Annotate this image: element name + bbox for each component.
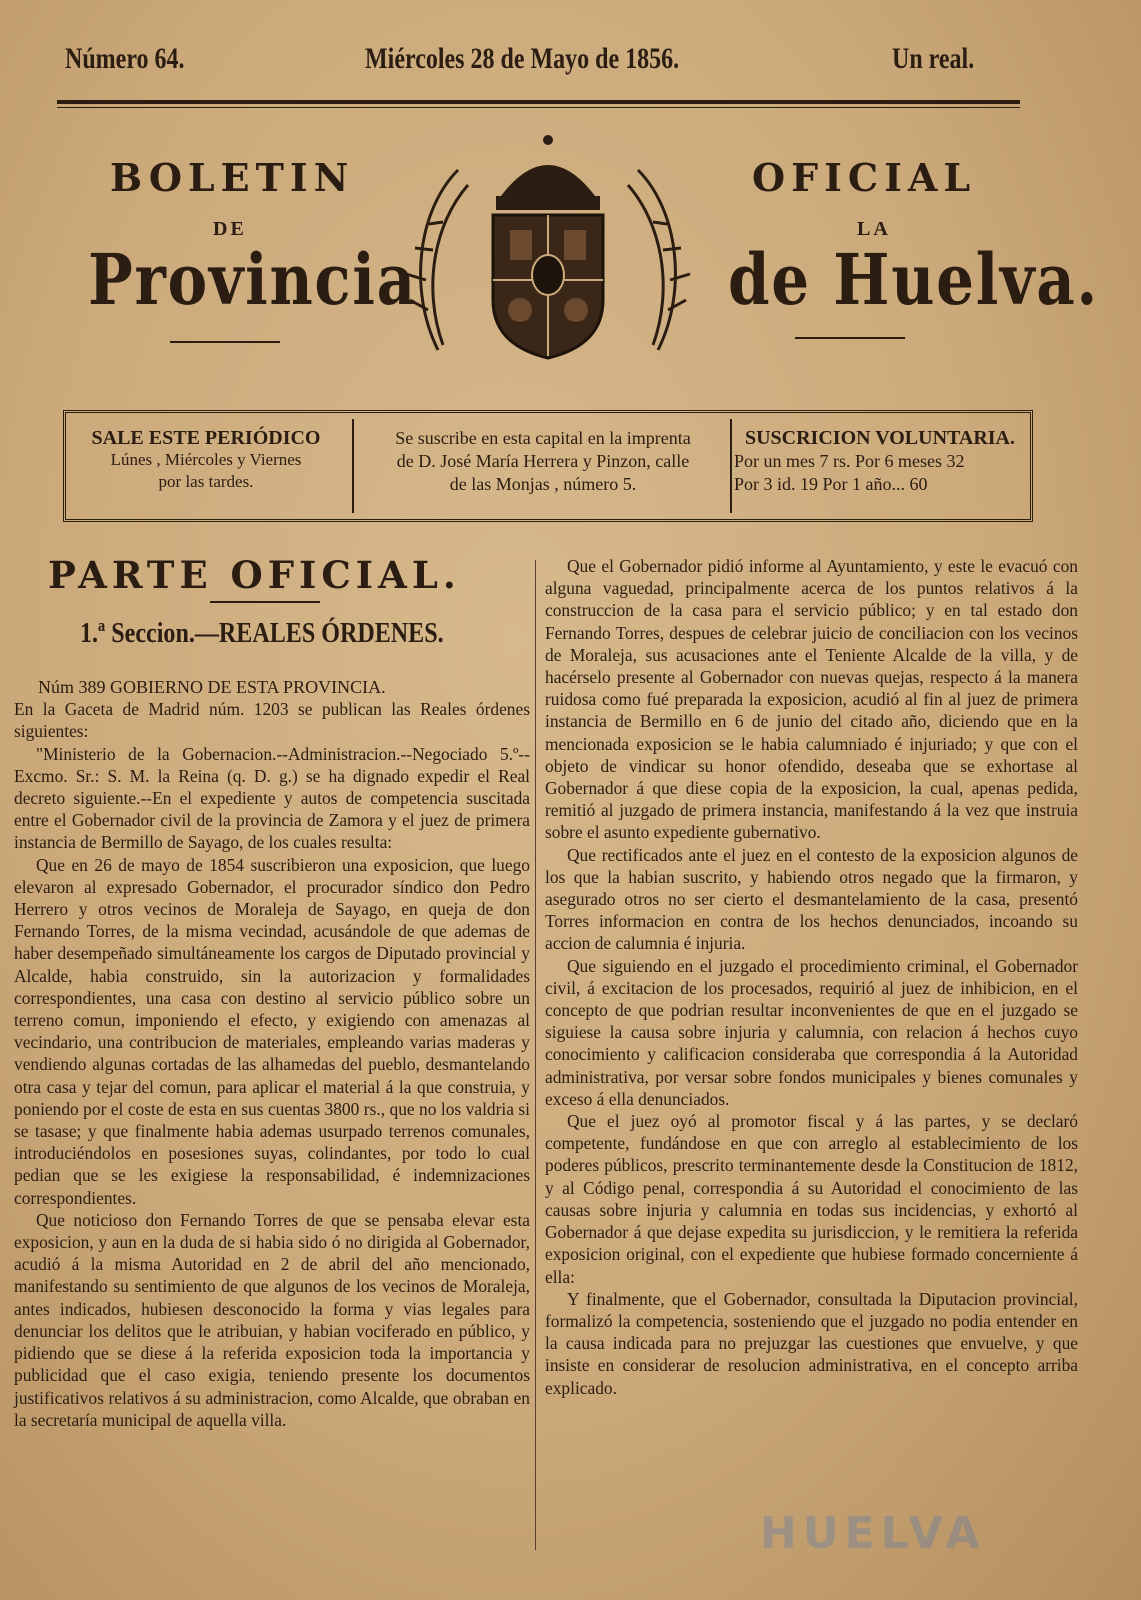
header-rule [57, 100, 1020, 108]
masthead-provincia: Provincia [88, 238, 417, 321]
issue-line [60, 42, 1010, 82]
masthead-la: LA [857, 218, 891, 240]
info-publication-title: SALE ESTE PERIÓDICO [91, 427, 321, 449]
info-place-line3: de las Monjas , número 5. [449, 474, 637, 494]
column-divider [535, 560, 536, 1550]
issue-date: Miércoles 28 de Mayo de 1856. [365, 42, 680, 75]
info-prices-line2: Por 3 id. 19 Por 1 año... 60 [734, 474, 928, 494]
info-prices-title: SUSCRICION VOLUNTARIA. [744, 427, 1016, 449]
info-publication-line2: por las tardes. [158, 472, 254, 491]
subscription-info-box [63, 410, 1033, 522]
info-place-line1: Se suscribe en esta capital en la imprenta [395, 428, 691, 448]
masthead-boletin: BOLETIN [110, 155, 355, 200]
info-publication-line1: Lúnes , Miércoles y Viernes [110, 450, 302, 469]
article-paragraph: Que noticioso don Fernando Torres de que se pensaba elevar esta exposicion, y aun en la duda de si habia sido ó no dirigida al Gobernador, acudió á la misma Autoridad en 2 de abril del año mencionado, manifestando su sentimiento de que algunos de los vecinos de Moraleja, antes indicados, hubiesen desconocido la forma y vias legales para denunciar los delitos que le atribuian, y habian vociferado en público, y pidiendo que se diese á la referida exposicion toda la importancia y publicidad que el caso exigia, teniendo presente los documentos justificativos relativos á su administracion, como Alcalde, que obraban en la secretaría municipal de aquella villa. [14, 1209, 530, 1430]
info-divider-1 [352, 419, 354, 513]
article-paragraph: Que el Gobernador pidió informe al Ayuntamiento, y este le evacuó con alguna vaguedad, principalmente acerca de los puntos relativos á la construccion de la casa para el servicio público; y en tal estado don Fernando Torres, despues de celebrar juicio de conciliacion con los vecinos de Moraleja, sus acusaciones ante el Teniente Alcalde de la villa, y de hacérselo presente al Gobernador con nuevas quejas, respecto á la manera ruidosa como fué preparada la exposicion, acudió al fin al juez de primera instancia de Bermillo en 6 de junio del citado año, diciendo que en la mencionada exposicion se le habia calumniado é injuriado; y que con el objeto de vindicar su honor ofendido, deseaba que se exhortase al Gobernador á que diese copia de la exposicion, la cual, apenas pedida, remitió al juzgado de primera instancia, manifestando á la vez que instruia sobre el asunto expediente gubernativo. [545, 556, 1078, 843]
info-subscription-place [358, 427, 728, 533]
masthead-de-huelva: de Huelva. [728, 238, 1099, 321]
coat-of-arms-icon [398, 130, 698, 365]
masthead-oficial: OFICIAL [752, 155, 977, 200]
section-reales-ordenes: 1.ª Seccion.—REALES ÓRDENES. [80, 617, 444, 649]
info-place-line2: de D. José María Herrera y Pinzon, calle [396, 451, 690, 471]
section-flourish [210, 601, 320, 603]
article-heading: Núm 389 GOBIERNO DE ESTA PROVINCIA. [38, 677, 386, 697]
watermark-huelva: HUELVA [760, 1508, 986, 1559]
article-paragraph: Que siguiendo en el juzgado el procedimiento criminal, el Gobernador civil, á excitacion de los procesados, requirió al juez de inhibicion, en el concepto de que podrian resultar inconvenientes de que en el juzgado se siguiese la causa sobre injuria y calumnia, con relacion á hechos cuyo conocimiento y calificacion consideraba que correspondia á la Autoridad administrativa, por versar sobre fondos municipales y bienes comunales y exceso á ella denunciados. [545, 955, 1078, 1109]
flourish-left [170, 341, 280, 343]
article-left-column [14, 676, 530, 1431]
flourish-right [795, 337, 905, 339]
info-prices [734, 427, 1026, 533]
article-right-column [545, 555, 1078, 1399]
article-paragraph: "Ministerio de la Gobernacion.--Administracion.--Negociado 5.º--Excmo. Sr.: S. M. la Reina (q. D. g.) se ha dignado expedir el Real decreto siguiente.--En el expediente y autos de competencia suscitada entre el Gobernador civil de la provincia de Zamora y el juez de primera instancia de Bermillo de Sayago, de los cuales resulta: [14, 743, 530, 853]
info-prices-line1: Por un mes 7 rs. Por 6 meses 32 [734, 451, 965, 471]
article-paragraph: Que el juez oyó al promotor fiscal y á las partes, y se declaró competente, fundándose en que con arreglo al establecimiento de los poderes públicos, prescrito terminantemente desde la Constitucion de 1812, y al Código penal, correspondia á su Autoridad el conocimiento de las causas sobre injuria y calumnia en todas sus incidencias, y exhortó al Gobernador á que dejase expedita su jurisdiccion, y le remitiera la referida exposicion original, con el expediente que hubiese formado concerniente á ella: [545, 1111, 1078, 1287]
issue-number: Número 64. [65, 42, 185, 75]
article-paragraph: Y finalmente, que el Gobernador, consultada la Diputacion provincial, formalizó la competencia, sosteniendo que el juzgado no podia entender en la causa indicada para no prejuzgar las cuestiones que envuelve, y que insiste en considerar de resolucion administrativa, en el concepto arriba explicado. [545, 1288, 1078, 1398]
info-publication-days [76, 427, 336, 533]
issue-price: Un real. [892, 42, 975, 75]
section-parte-oficial: PARTE OFICIAL. [48, 553, 461, 597]
article-paragraph: Que rectificados ante el juez en el contesto de la exposicion algunos de los que la habian suscrito, y habiendo otros negado que la firmaron, y asegurado otros no ser cierto el desmantelamiento de la casa, presentó Torres informacion en contra de los hechos denunciados, incoando su accion de calumnia é injuria. [545, 844, 1078, 954]
masthead-de: DE [213, 218, 247, 240]
info-divider-2 [730, 419, 732, 513]
article-paragraph: Que en 26 de mayo de 1854 suscribieron una exposicion, que luego elevaron al expresado Gobernador, el procurador síndico don Pedro Herrero y otros vecinos de Moraleja de Sayago, en queja de don Fernando Torres, de la misma vecindad, acusándole de que ademas de haber desempeñado simultáneamente los cargos de Diputado provincial y Alcalde, habia construido, sin la autorizacion y formalidades correspondientes, una casa con destino al servicio público sobre un terreno comun, imponiendo el efecto, y exigiendo con amenazas al vecindario, una contribucion de materiales, empleando varias maderas y vendiendo algunas cortadas de las alhamedas del pueblo, desmantelando otra casa y tejar del comun, para aplicar el material á la que construia, y poniendo por el coste de esta en sus cuentas 3800 rs., que no los valdria si se tasase; y que finalmente habia ademas usurpado terrenos comunales, introduciéndolos en posesiones suyas, colindantes, por todo lo cual pedian que se les exigiese la responsabilidad, é indemnizaciones correspondientes. [14, 854, 530, 1208]
article-paragraph: En la Gaceta de Madrid núm. 1203 se publican las Reales órdenes siguientes: [14, 699, 530, 742]
